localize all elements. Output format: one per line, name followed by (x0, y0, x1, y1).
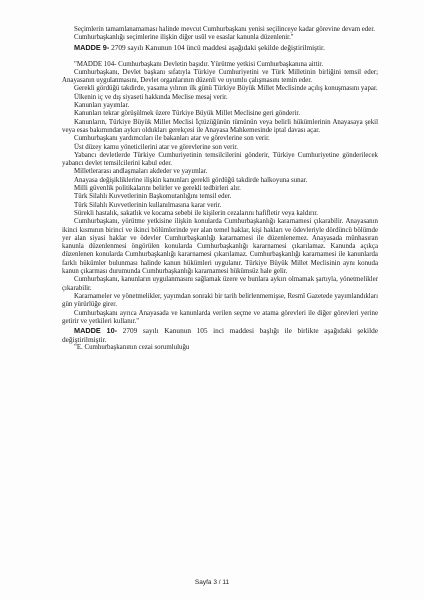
article-10-label: MADDE 10- (74, 326, 118, 336)
paragraph: Türk Silahlı Kuvvetlerinin Başkomutanlığını temsil eder. (74, 193, 232, 201)
article-9-label: MADDE 9- (74, 42, 110, 52)
paragraph: Türk Silahlı Kuvvetlerinin kullanılmasına karar verir. (74, 201, 222, 209)
section-heading: "E. Cumhurbaşkanının cezai sorumluluğu (74, 344, 190, 352)
paragraph: Kararnameler ve yönetmelikler, yayımdan sonraki bir tarih belirlenmemişse, Resmî Gazetede yayımlandıkları gün yürürlüğe girer. (62, 292, 378, 309)
paragraph: Cumhurbaşkanı, kanunların uygulanmasını sağlamak üzere ve bunlara aykırı olmamak şartıyla, yönetmelikler çıkarabilir. (62, 276, 378, 292)
paragraph: Cumhurbaşkanı, yürütme yetkisine ilişkin konularda Cumhurbaşkanlığı kararnamesi çıkarabilir. Anayasanın ikinci kısmının birinci ve ikinci bölümlerinde yer alan temel haklar, kişi hakları ve ödevleriyle dördüncü bölümde yer alan siyasi haklar ve ödevler Cumhurbaşkanlığı kararnamesi ile düzenlenemez. Anayasada münhasıran kanunla düzenlenmesi öngörülen konularda Cumhurbaşkanlığı kararnamesi çıkarılamaz. Kanunda açıkça düzenlenen konularda Cumhurbaşkanlığı kararnamesi çıkarılamaz. Cumhurbaşkanlığı kararnamesi ile kanunlarda farklı hükümler bulunması halinde kanun hükümleri uygulanır. Türkiye Büyük Millet Meclisinin aynı konuda kanun çıkarması durumunda Cumhurbaşkanlığı kararnamesi hükümsüz hale gelir. (62, 218, 378, 276)
paragraph: Sürekli hastalık, sakatlık ve kocama sebebi ile kişilerin cezalarını hafifletir veya kaldırır. (74, 209, 318, 217)
paragraph: Ülkenin iç ve dış siyaseti hakkında Meclise mesaj verir. (74, 93, 228, 101)
paragraph: Yabancı devletlerde Türkiye Cumhuriyetinin temsilcilerini gönderir, Türkiye Cumhuriyetine gönderilecek yabancı devlet temsilcilerini kabul eder. (62, 151, 378, 168)
article-10-heading (62, 326, 378, 344)
paragraph: Seçimlerin tamamlanamaması halinde mevcut Cumhurbaşkanı yenisi seçilinceye kadar görevine devam eder. (74, 26, 375, 33)
article-9-heading (62, 43, 378, 52)
paragraph: Anayasa değişikliklerine ilişkin kanunları gerekli gördüğü takdirde halkoyuna sunar. (74, 176, 308, 184)
article-10-text: 2709 sayılı Kanunun 105 inci maddesi başlığı ile birlikte aşağıdaki şekilde değiştirilmiştir. (62, 326, 378, 345)
article-104-body (62, 61, 378, 327)
paragraph: Cumhurbaşkanı yardımcıları ile bakanları atar ve görevlerine son verir. (74, 135, 270, 143)
paragraph: Cumhurbaşkanlığı seçimlerine ilişkin diğer usûl ve esaslar kanunla düzenlenir." (74, 34, 294, 42)
paragraph: Üst düzey kamu yöneticilerini atar ve görevlerine son verir. (74, 143, 238, 151)
paragraph: Milletlerarası andlaşmaları akdeder ve yayımlar. (74, 168, 208, 176)
paragraph: Cumhurbaşkanı, Devlet başkanı sıfatıyla Türkiye Cumhuriyetini ve Türk Milletinin birliğini temsil eder; Anayasanın uygulanmasını, Devlet organlarının düzenli ve uyumlu çalışmasını temin eder. (62, 68, 378, 85)
article-9-text: 2709 sayılı Kanunun 104 üncü maddesi aşağıdaki şekilde değiştirilmiştir. (109, 42, 325, 52)
paragraph: Kanunların, Türkiye Büyük Millet Meclisi İçtüzüğünün tümünün veya belirli hükümlerinin Anayasaya şekil veya esas bakımından aykırı oldukları gerekçesi ile Anayasa Mahkemesinde iptal davası açar. (62, 118, 378, 134)
paragraph: Kanunları yayımlar. (74, 102, 130, 110)
paragraph: Milli güvenlik politikalarını belirler ve gerekli tedbirleri alır. (74, 185, 241, 193)
paragraph: Kanunları tekrar görüşülmek üzere Türkiye Büyük Millet Meclisine geri gönderir. (74, 110, 301, 118)
paragraph: Cumhurbaşkanı ayrıca Anayasada ve kanunlarda verilen seçme ve atama görevleri ile diğer görevleri yerine getirir ve yetkileri kullanır." (62, 309, 378, 325)
paragraph: "MADDE 104- Cumhurbaşkanı Devletin başıdır. Yürütme yetkisi Cumhurbaşkanına aittir. (74, 60, 324, 68)
page-number: Sayfa 3 / 11 (194, 579, 230, 586)
paragraph: Gerekli gördüğü takdirde, yasama yılının ilk günü Türkiye Büyük Millet Meclisinde açılış konuşmasını yapar. (74, 85, 378, 93)
